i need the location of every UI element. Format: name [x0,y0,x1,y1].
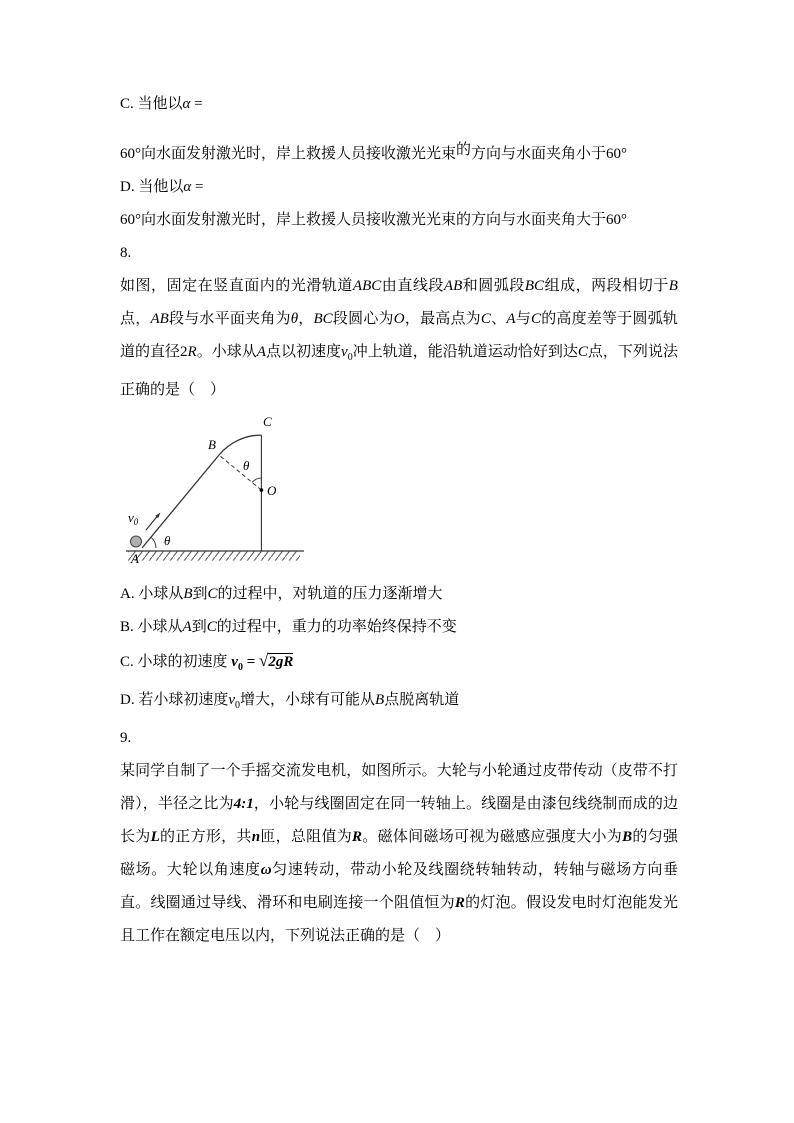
theta-label-base: θ [164,533,171,548]
incline-line [142,455,219,548]
theta-label-center: θ [243,458,250,473]
label-B: B [208,437,216,452]
q7-option-c-line1: C. 当他以α = [120,96,203,112]
center-dot [260,488,264,492]
ball [131,536,142,547]
angle-arc-base [151,537,156,548]
q9-number: 9. [120,730,132,746]
ground-hatching [128,552,300,561]
q8-option-c: C. 小球的初速度 $v_0 = √2gR$ [120,651,294,673]
label-O: O [267,483,277,498]
incline-track-figure [124,413,316,567]
q8-figure [124,413,678,572]
q9-stem: 某同学自制了一个手摇交流发电机，如图所示。大轮与小轮通过皮带传动（皮带不打滑），半径之比为4:1，小轮与线圈固定在同一转轴上。线圈是由漆包线绕制而成的边长为L的正方形，共n匝，总阻值为R。磁体间磁场可视为磁感应强度大小为B的匀强磁场。大轮以角速度ω匀速转动，带动小轮及线圈绕转轴转动，转轴与磁场方向垂直。线圈通过导线、滑环和电刷连接一个阻值恒为R的灯泡。假设发电时灯泡能发光且工作在额定电压以内，下列说法正确的是（ ） [120,763,678,944]
q8-option-a: A. 小球从B到C的过程中，对轨道的压力逐渐增大 [120,586,443,602]
document-content [120,88,678,953]
label-C: C [263,414,272,429]
q7-option-d-line1: D. 当他以α = [120,179,204,195]
angle-arc-center [252,478,261,482]
q8-option-b: B. 小球从A到C的过程中，重力的功率始终保持不变 [120,619,457,635]
label-A: A [131,551,139,566]
q8-stem: 如图，固定在竖直面内的光滑轨道ABC由直线段AB和圆弧段BC组成，两段相切于B点，AB段与水平面夹角为θ，BC段圆心为O，最高点为C、A与C的高度差等于圆弧轨道的直径2R。小球从A点以初速度$v_0$冲上轨道，能沿轨道运动恰好到达C点，下列说法正确的是（ ） [120,278,678,398]
arc-track [219,435,261,455]
q7-option-d-line2: 60°向水面发射激光时，岸上救援人员接收激光光束的方向与水面夹角大于60° [120,212,628,228]
velocity-arrow [146,515,159,530]
q8-number: 8. [120,245,132,261]
velocity-label: $v_0$ [128,510,139,527]
q7-option-c-line2: 60°向水面发射激光时，岸上救援人员接收激光光束的方向与水面夹角小于60° [120,142,628,162]
q8-option-d: D. 若小球初速度$v_0$增大，小球有可能从B点脱离轨道 [120,692,460,711]
radius-dashed-line [219,455,261,490]
